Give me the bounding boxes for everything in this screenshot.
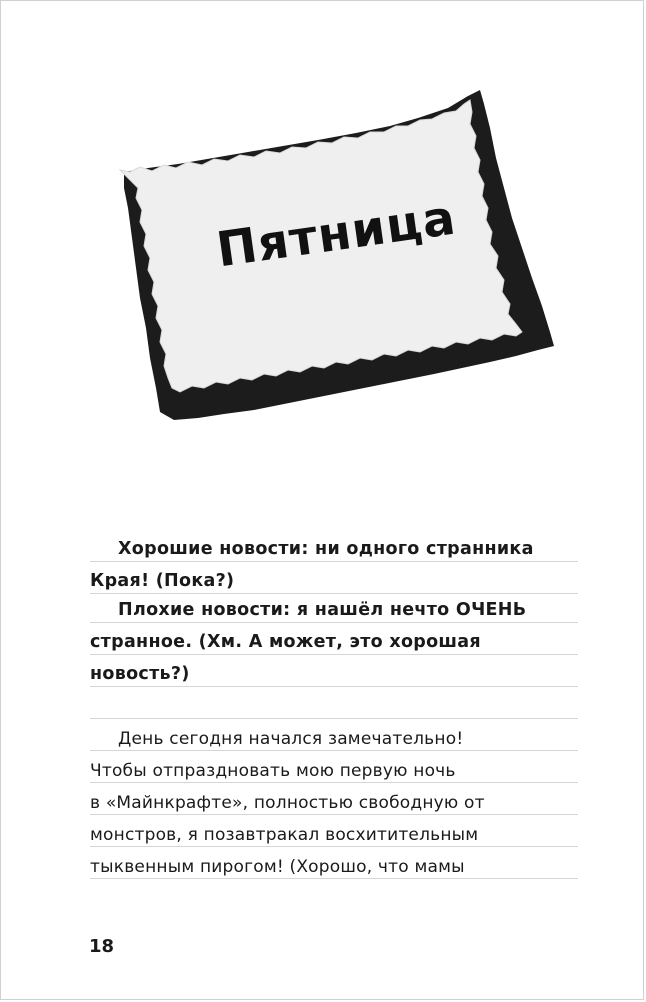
- page-number: 18: [89, 936, 115, 957]
- ruled-line: [90, 561, 578, 562]
- intro-line: Плохие новости: я нашёл нечто ОЧЕНЬ: [118, 600, 527, 620]
- ruled-line: [90, 782, 578, 783]
- day-title: Пятница: [213, 189, 460, 279]
- body-line: День сегодня начался замечательно!: [118, 729, 464, 749]
- intro-line: новость?): [90, 664, 190, 684]
- ruled-line: [90, 846, 578, 847]
- ruled-line: [90, 686, 578, 687]
- intro-line: Хорошие новости: ни одного странника: [118, 539, 534, 559]
- ruled-line: [90, 718, 578, 719]
- ruled-line: [90, 750, 578, 751]
- ruled-line: [90, 878, 578, 879]
- body-line: Чтобы отпраздновать мою первую ночь: [90, 761, 456, 781]
- body-line: в «Майнкрафте», полностью свободную от: [90, 793, 485, 813]
- ruled-line: [90, 622, 578, 623]
- ruled-line: [90, 654, 578, 655]
- ruled-line: [90, 814, 578, 815]
- intro-line: странное. (Хм. А может, это хорошая: [90, 632, 481, 652]
- ruled-line: [90, 593, 578, 594]
- body-line: тыквенным пирогом! (Хорошо, что мамы: [90, 857, 465, 877]
- intro-line: Края! (Пока?): [90, 571, 235, 591]
- torn-paper-note: [118, 88, 558, 423]
- body-line: монстров, я позавтракал восхитительным: [90, 825, 479, 845]
